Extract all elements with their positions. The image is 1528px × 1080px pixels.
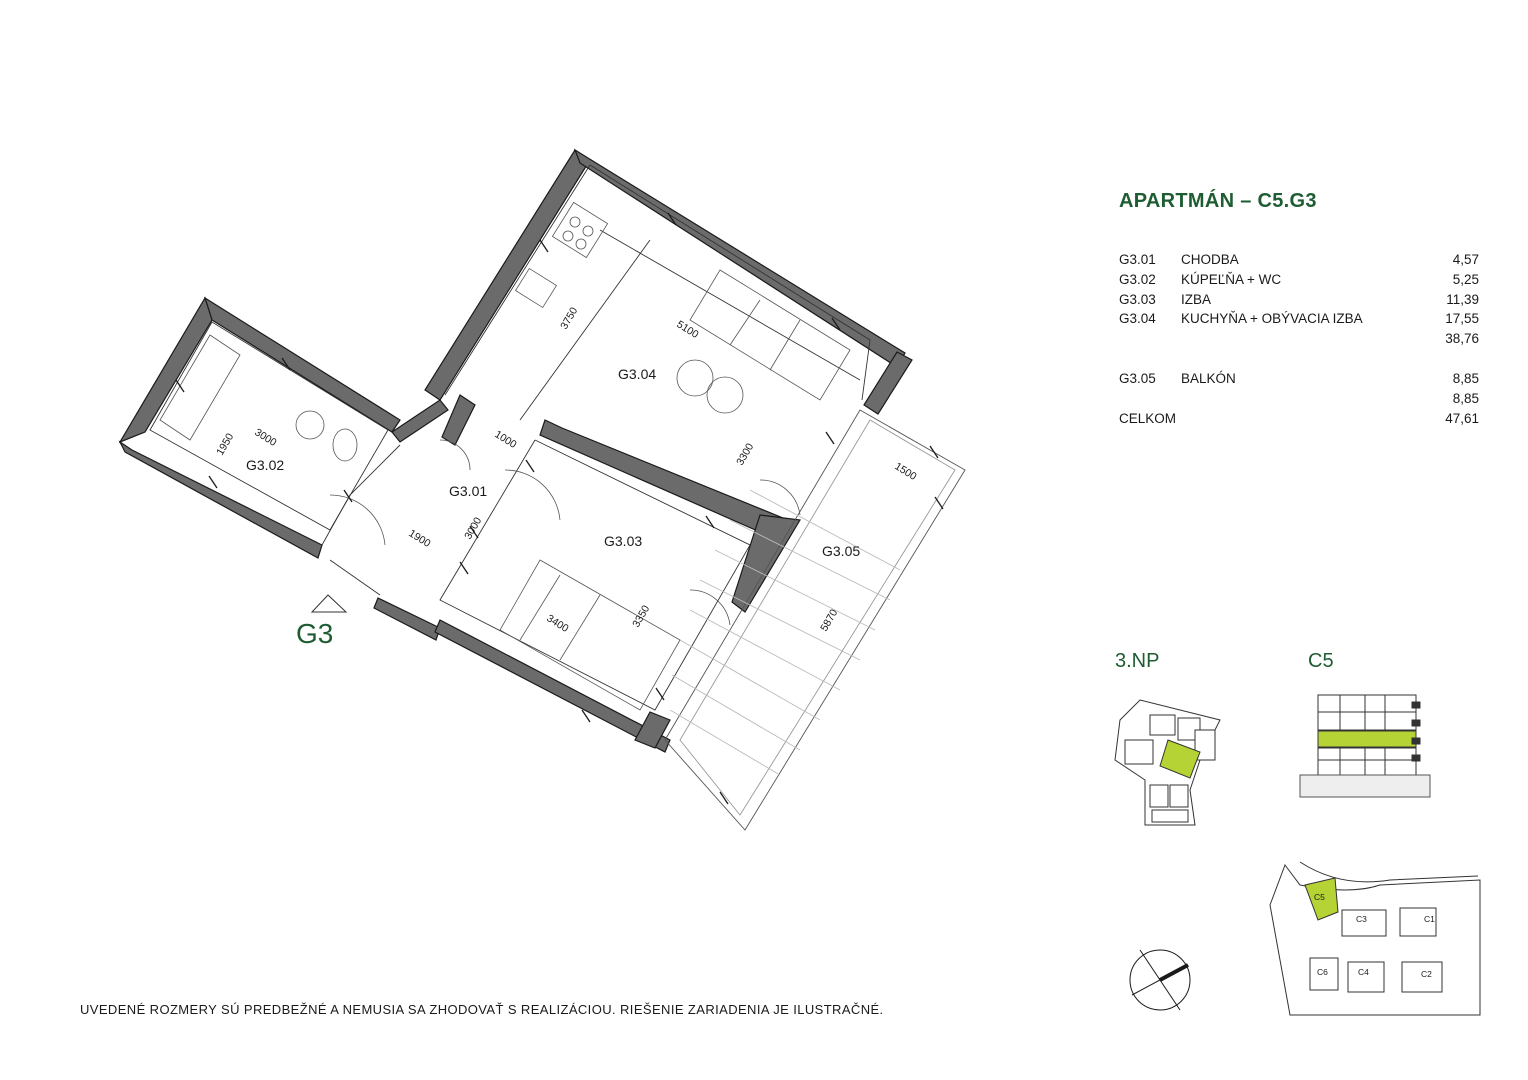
dim-5100: 5100 [674,318,701,341]
room-area: 4,57 [1452,252,1479,267]
interior-subtotal: 38,76 [1445,331,1479,347]
total-label: CELKOM [1119,410,1177,426]
dim-1500: 1500 [892,460,919,483]
dim-3000b: 3000 [462,515,485,542]
site-c1: C1 [1424,914,1435,924]
room-name: KÚPEĽŇA + WC [1181,271,1282,287]
dim-1900: 1900 [406,527,433,550]
room-code: G3.03 [1119,291,1156,307]
floor-key-plan [1115,700,1220,825]
balcony-area: 8,85 [1452,370,1479,386]
room-code: G3.02 [1119,271,1156,287]
entry-label: G3 [296,618,334,649]
floor-label: 3.NP [1115,650,1160,672]
disclaimer-text: UVEDENÉ ROZMERY SÚ PREDBEŽNÉ A NEMUSIA SA ZHODOVAŤ S REALIZÁCIOU. RIEŠENIE ZARIADENIA JE ILUSTRAČNÉ. [80,1002,884,1017]
room-row [1119,270,1479,290]
room-area: 5,25 [1452,271,1479,287]
site-c4: C4 [1358,967,1369,977]
dim-1000: 1000 [492,428,519,451]
dim-5870: 5870 [818,607,841,634]
north-arrow-icon [1130,950,1190,1010]
site-c3: C3 [1356,914,1367,924]
room-code: G3.04 [1119,311,1156,327]
room-list [1119,250,1479,428]
site-c2: C2 [1421,969,1432,979]
label-g302: G3.02 [246,457,285,473]
room-row [1119,309,1479,329]
room-name: KUCHYŇA + OBÝVACIA IZBA [1181,311,1363,327]
total-area: 47,61 [1445,410,1479,426]
total-row [1119,409,1479,429]
entry-arrow-icon [312,595,346,612]
section-key-plan [1300,695,1430,797]
label-g301: G3.01 [449,483,488,499]
room-row [1119,250,1479,270]
interior-subtotal-row [1119,329,1479,349]
balcony-code: G3.05 [1119,370,1156,386]
site-plan [1270,862,1480,1015]
room-area: 11,39 [1446,291,1479,307]
room-outlines [150,165,965,830]
building-label: C5 [1308,650,1334,672]
label-g305: G3.05 [822,543,861,559]
site-c6: C6 [1317,967,1328,977]
dim-3350: 3350 [630,603,653,630]
label-g304: G3.04 [618,366,657,382]
room-row [1119,290,1479,310]
dimension-labels [214,305,919,635]
room-code: G3.01 [1119,252,1156,267]
room-name: IZBA [1181,291,1212,307]
dim-3400: 3400 [544,612,571,635]
balcony-subtotal-row [1119,389,1479,409]
dim-3750: 3750 [558,305,581,332]
room-area: 17,55 [1445,311,1479,327]
apartment-title: APARTMÁN – C5.G3 [1119,190,1317,212]
label-g303: G3.03 [604,533,643,549]
dim-3300: 3300 [734,441,757,468]
apartment-walls [120,150,912,752]
balcony-row [1119,369,1479,389]
balcony-name: BALKÓN [1181,370,1236,386]
balcony-subtotal: 8,85 [1452,390,1479,406]
dim-3000a: 3000 [252,426,279,449]
site-c5: C5 [1314,892,1325,902]
dim-1950: 1950 [214,431,237,458]
room-name: CHODBA [1181,252,1239,267]
